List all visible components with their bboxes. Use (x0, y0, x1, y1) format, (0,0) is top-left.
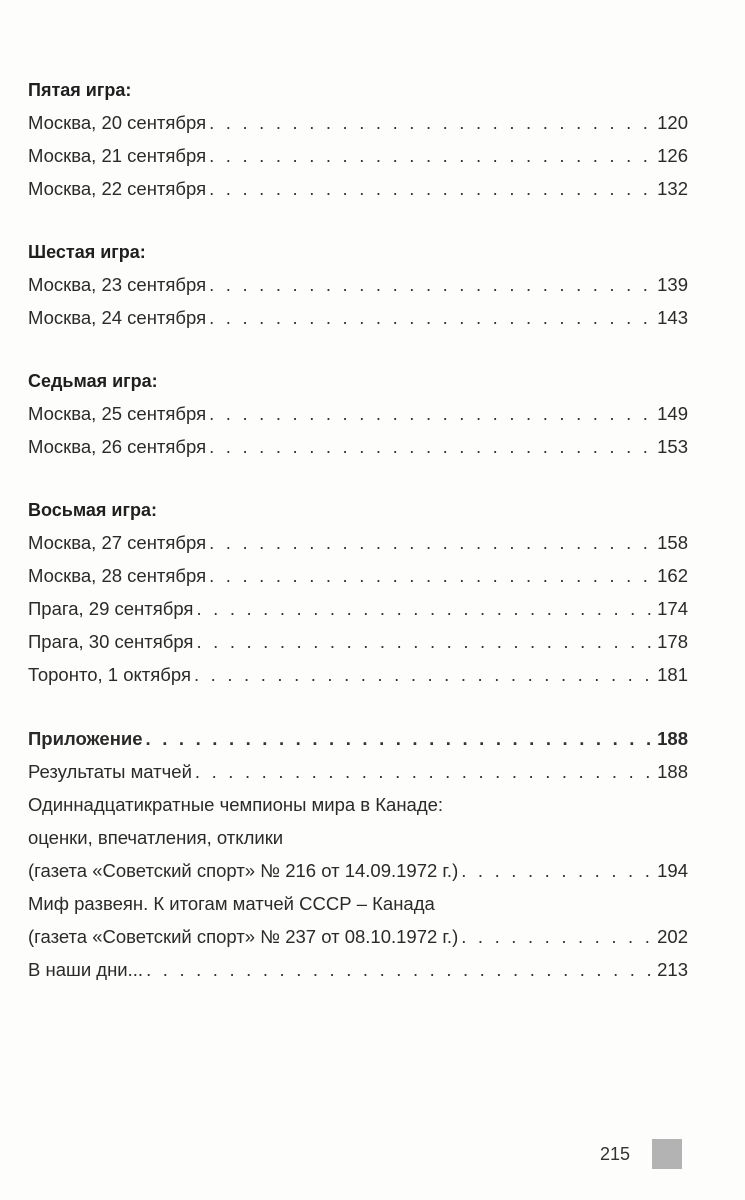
toc-entry-text: Прага, 30 сентября (28, 631, 194, 652)
toc-entry[interactable] (28, 139, 688, 172)
toc-entry[interactable] (28, 592, 688, 625)
dot-leader (209, 106, 654, 139)
dot-leader (194, 658, 654, 691)
toc-entry[interactable] (28, 397, 688, 430)
section-game-6 (28, 236, 688, 334)
dot-leader (209, 526, 654, 559)
table-of-contents (28, 74, 688, 1017)
toc-entry-page: 194 (657, 860, 688, 881)
dot-leader (209, 172, 654, 205)
toc-entry-text: (газета «Советский спорт» № 216 от 14.09.1972 г.) (28, 860, 459, 881)
toc-entry-page: 162 (657, 565, 688, 586)
toc-entry[interactable] (28, 430, 688, 463)
dot-leader (209, 139, 654, 172)
toc-entry-text: Москва, 23 сентября (28, 274, 207, 295)
toc-entry-page: 143 (657, 307, 688, 328)
toc-entry-appendix[interactable] (28, 722, 688, 755)
section-title: Восьмая игра: (28, 500, 157, 520)
section-game-5 (28, 74, 688, 205)
toc-entry[interactable] (28, 268, 688, 301)
toc-entry-text: Москва, 20 сентября (28, 112, 207, 133)
dot-leader (209, 430, 654, 463)
page-footer (600, 1138, 682, 1170)
dot-leader (461, 920, 654, 953)
toc-entry-text-line: Миф развеян. К итогам матчей СССР – Канада (28, 893, 435, 914)
section-title: Пятая игра: (28, 80, 132, 100)
toc-entry-text: Торонто, 1 октября (28, 664, 191, 685)
toc-entry-page: 188 (657, 761, 688, 782)
toc-entry-page: 174 (657, 598, 688, 619)
dot-leader (209, 397, 654, 430)
toc-entry-page: 181 (657, 664, 688, 685)
dot-leader (209, 268, 654, 301)
toc-entry-text: Прага, 29 сентября (28, 598, 194, 619)
toc-entry-page: 202 (657, 926, 688, 947)
toc-entry-page: 158 (657, 532, 688, 553)
dot-leader (146, 953, 654, 986)
toc-entry-page: 149 (657, 403, 688, 424)
toc-entry-text: Приложение (28, 728, 143, 749)
page-number: 215 (600, 1143, 631, 1164)
toc-entry-page: 126 (657, 145, 688, 166)
toc-entry[interactable] (28, 625, 688, 658)
toc-entry[interactable] (28, 658, 688, 691)
toc-entry-text: Москва, 28 сентября (28, 565, 207, 586)
section-game-8 (28, 494, 688, 691)
toc-entry-text: В наши дни... (28, 959, 144, 980)
page-marker-square (652, 1139, 682, 1169)
section-game-7 (28, 365, 688, 463)
toc-entry-text: Москва, 21 сентября (28, 145, 207, 166)
toc-entry-page: 132 (657, 178, 688, 199)
section-title: Седьмая игра: (28, 371, 158, 391)
toc-entry[interactable] (28, 755, 688, 788)
toc-entry[interactable] (28, 854, 688, 887)
dot-leader (209, 559, 654, 592)
toc-entry[interactable] (28, 526, 688, 559)
toc-entry[interactable] (28, 920, 688, 953)
section-title: Шестая игра: (28, 242, 146, 262)
toc-entry-page: 153 (657, 436, 688, 457)
toc-entry-text: Москва, 27 сентября (28, 532, 207, 553)
toc-entry[interactable] (28, 953, 688, 986)
dot-leader (196, 625, 654, 658)
toc-entry-text-line: оценки, впечатления, отклики (28, 827, 284, 848)
toc-entry-page: 178 (657, 631, 688, 652)
toc-entry-text-line: Одиннадцатикратные чемпионы мира в Канаде: (28, 794, 444, 815)
toc-entry-text: Результаты матчей (28, 761, 192, 782)
dot-leader (146, 722, 655, 755)
toc-entry[interactable] (28, 301, 688, 334)
section-appendix (28, 722, 688, 986)
toc-entry-text: Москва, 25 сентября (28, 403, 207, 424)
dot-leader (461, 854, 654, 887)
toc-entry-page: 139 (657, 274, 688, 295)
dot-leader (209, 301, 654, 334)
toc-entry-text: Москва, 26 сентября (28, 436, 207, 457)
toc-entry-text: (газета «Советский спорт» № 237 от 08.10.1972 г.) (28, 926, 459, 947)
dot-leader (196, 592, 654, 625)
dot-leader (195, 755, 654, 788)
toc-entry-page: 120 (657, 112, 688, 133)
toc-entry-page: 213 (657, 959, 688, 980)
toc-entry-page: 188 (657, 728, 688, 749)
toc-entry-text: Москва, 24 сентября (28, 307, 207, 328)
toc-entry-text: Москва, 22 сентября (28, 178, 207, 199)
toc-entry[interactable] (28, 172, 688, 205)
toc-entry[interactable] (28, 106, 688, 139)
toc-entry[interactable] (28, 559, 688, 592)
